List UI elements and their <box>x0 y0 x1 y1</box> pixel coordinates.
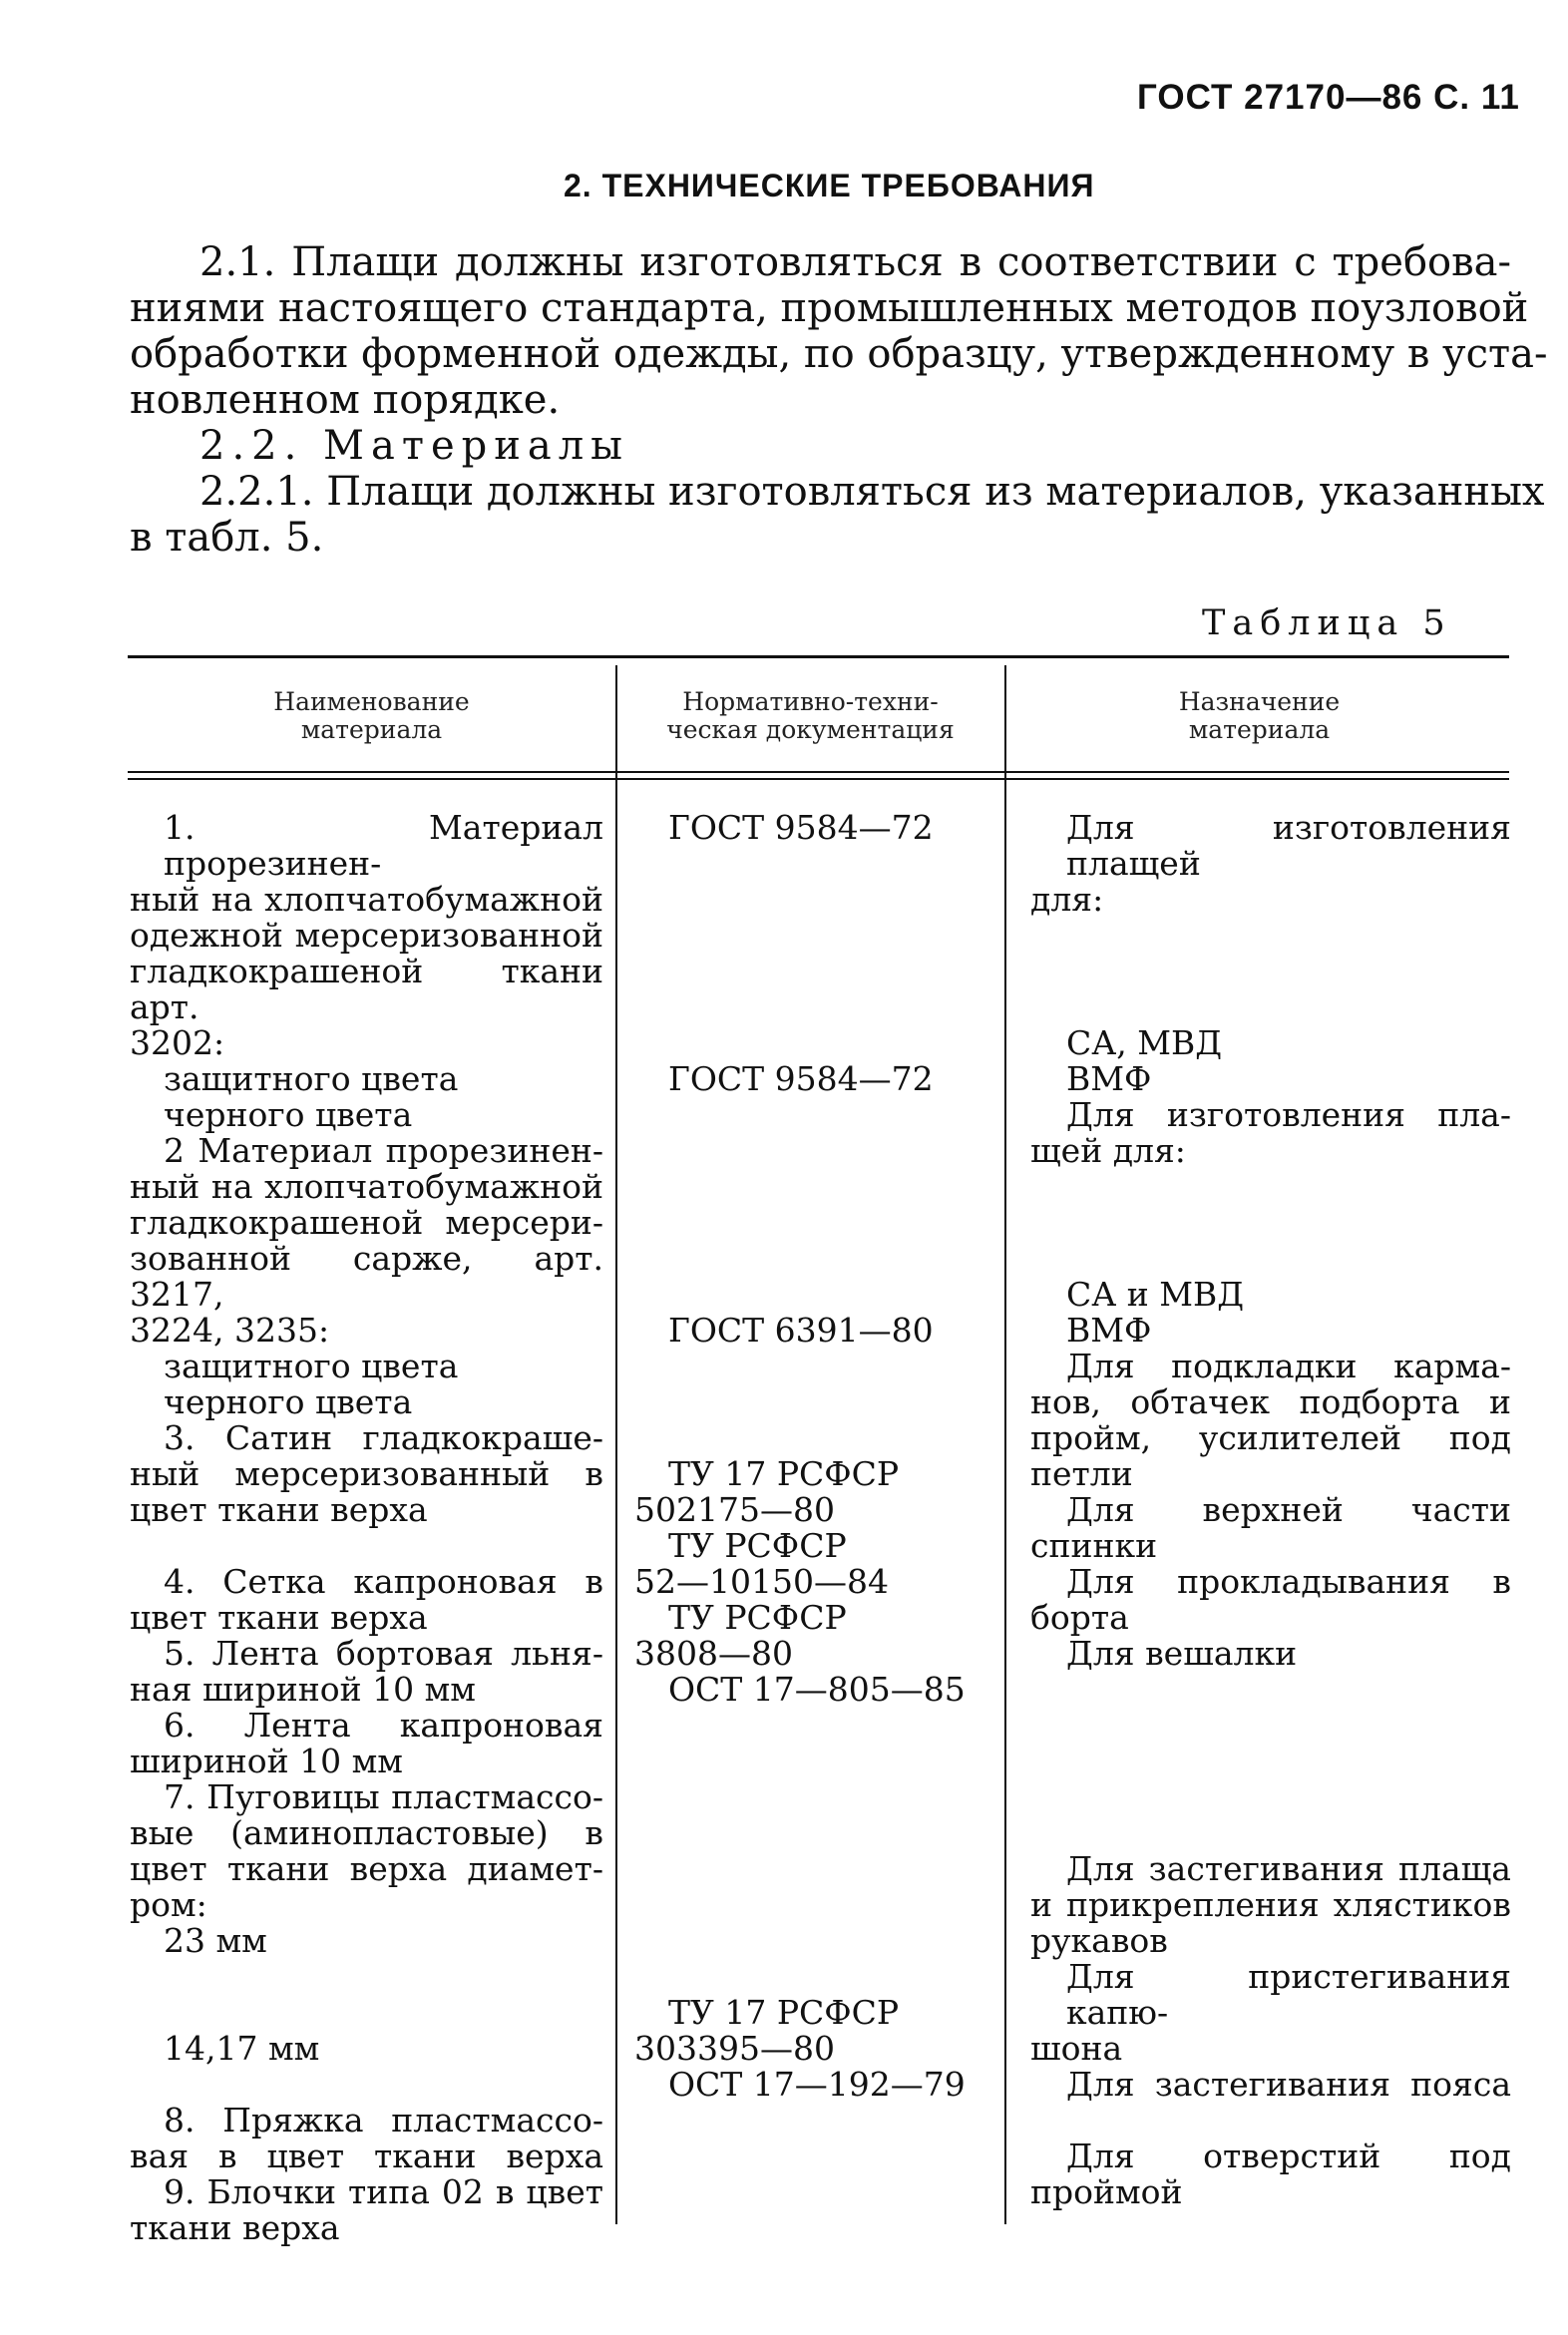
table-cell-line: черного цвета <box>164 1095 413 1134</box>
table-cell-line <box>634 1420 993 1456</box>
table-cell-line: Для пристегивания капю- <box>1066 1957 1511 2032</box>
table-cell-line: борта <box>1030 1598 1129 1637</box>
table-cell-line: 6. Лента капроновая <box>164 1706 603 1745</box>
table-cell-line <box>1030 1169 1511 1205</box>
table-cell-line <box>130 2067 603 2103</box>
table-column-normative-doc <box>634 810 993 2103</box>
table-cell-line: 14,17 мм <box>164 2029 320 2068</box>
section-title: 2. ТЕХНИЧЕСКИЕ ТРЕБОВАНИЯ <box>564 168 1095 203</box>
table-cell-line: шириной 10 мм <box>130 1742 403 1780</box>
table-cell-line <box>634 1133 993 1169</box>
table-cell-line: защитного цвета <box>164 1059 459 1098</box>
table-cell-line: ткани верха <box>130 2208 340 2247</box>
table-cell-line: щей для: <box>1030 1131 1186 1170</box>
table-cell-line: ВМФ <box>1066 1059 1152 1098</box>
table-cell-line: шона <box>1030 2029 1123 2068</box>
table-cell-line: СА, МВД <box>1066 1023 1223 1062</box>
table-header-rule <box>128 771 1509 773</box>
table-cell-line: 303395—80 <box>634 2029 835 2068</box>
table-cell-line: Для изготовления плащей <box>1066 808 1511 883</box>
table-cell-line <box>634 1708 993 1744</box>
table-cell-line <box>1030 989 1511 1025</box>
table-cell-line <box>634 1277 993 1313</box>
table-cell-line <box>1030 2103 1511 2139</box>
table-cell-line: Для отверстий под <box>1066 2137 1511 2175</box>
table-cell-line <box>634 954 993 989</box>
header-line: Наименование <box>273 687 470 716</box>
table-cell-line: гладкокрашеной ткани арт. <box>130 952 603 1026</box>
table-cell-line: спинки <box>1030 1526 1158 1565</box>
table-cell-line <box>1030 954 1511 989</box>
table-cell-line: вая в цвет ткани верха <box>130 2137 603 2175</box>
table-cell-line <box>634 1169 993 1205</box>
table-cell-line: ТУ 17 РСФСР <box>668 1993 900 2032</box>
paragraph-line: в табл. 5. <box>130 515 324 561</box>
table-cell-line <box>634 1851 993 1887</box>
paragraph-2-1 <box>130 239 1548 423</box>
table-cell-line <box>634 882 993 918</box>
table-cell-line <box>130 1528 603 1564</box>
header-line: ческая документация <box>666 715 955 744</box>
table-cell-line: ный мерсеризованный в <box>130 1454 603 1493</box>
table-cell-line: зованной сарже, арт. 3217, <box>130 1239 603 1314</box>
table-cell-line: ОСТ 17—192—79 <box>668 2065 966 2104</box>
table-cell-line: защитного цвета <box>164 1347 459 1385</box>
table-cell-line: и прикрепления хлястиков <box>1030 1885 1511 1924</box>
table-cell-line: 52—10150—84 <box>634 1562 889 1601</box>
header-line: Назначение <box>1178 687 1341 716</box>
table-cell-line: ГОСТ 9584—72 <box>668 1059 934 1098</box>
table-cell-line <box>1030 918 1511 954</box>
table-cell-line: 3808—80 <box>634 1634 793 1673</box>
table-cell-line: Для подкладки карма- <box>1066 1347 1511 1385</box>
table-header-purpose <box>1007 688 1511 744</box>
table-column-divider <box>1004 665 1006 2224</box>
table-cell-line <box>130 1959 603 1995</box>
table-cell-line: нов, обтачек подборта и <box>1030 1382 1511 1421</box>
table-cell-line: 4. Сетка капроновая в <box>164 1562 603 1601</box>
table-cell-line: проймой <box>1030 2172 1183 2211</box>
table-cell-line: ТУ РСФСР <box>668 1526 847 1565</box>
table-cell-line <box>634 846 993 882</box>
table-cell-line: 5. Лента бортовая льня- <box>164 1634 603 1673</box>
table-cell-line: для: <box>1030 880 1104 919</box>
table-cell-line: 1. Материал прорезинен- <box>164 808 603 883</box>
table-cell-line <box>1030 1708 1511 1744</box>
page-header: ГОСТ 27170—86 С. 11 <box>1137 78 1520 117</box>
table-cell-line: петли <box>1030 1454 1133 1493</box>
table-cell-line <box>130 1995 603 2031</box>
table-cell-line: Для застегивания пояса <box>1066 2065 1511 2104</box>
table-cell-line: ТУ РСФСР <box>668 1598 847 1637</box>
subsection-heading: 2.2. Материалы <box>199 423 630 469</box>
table-cell-line: одежной мерсеризованной <box>130 916 603 955</box>
paragraph-2-2 <box>130 423 1511 469</box>
table-cell-line <box>1030 1744 1511 1779</box>
table-column-material <box>130 810 603 2246</box>
table-cell-line: 23 мм <box>164 1921 267 1960</box>
table-cell-line: ром: <box>130 1885 207 1924</box>
table-cell-line <box>1030 1672 1511 1708</box>
table-cell-line: 8. Пряжка пластмассо- <box>164 2101 603 2140</box>
paragraph-line: обработки форменной одежды, по образцу, утвержденному в уста- <box>130 331 1548 377</box>
table-cell-line <box>634 918 993 954</box>
table-cell-line: 9. Блочки типа 02 в цвет <box>164 2172 603 2211</box>
table-cell-line: СА и МВД <box>1066 1275 1245 1314</box>
table-cell-line: Для застегивания плаща <box>1066 1849 1511 1888</box>
table-cell-line <box>634 1241 993 1277</box>
header-line: материала <box>1188 715 1331 744</box>
table-cell-line: рукавов <box>1030 1921 1168 1960</box>
table-cell-line: Для верхней части <box>1066 1490 1511 1529</box>
table-cell-line: цвет ткани верха <box>130 1490 428 1529</box>
table-cell-line: 502175—80 <box>634 1490 835 1529</box>
table-top-rule <box>128 655 1509 658</box>
paragraph-line: ниями настоящего стандарта, промышленных методов поузловой <box>130 285 1529 331</box>
table-cell-line: ный на хлопчатобумажной <box>130 1167 603 1206</box>
paragraph-line: 2.1. Плащи должны изготовляться в соответствии с требова- <box>199 239 1511 285</box>
table-cell-line: 3224, 3235: <box>130 1311 330 1350</box>
table-cell-line: цвет ткани верха диамет- <box>130 1849 603 1888</box>
table-cell-line <box>1030 1205 1511 1241</box>
table-cell-line <box>1030 1815 1511 1851</box>
table-cell-line: 2 Материал прорезинен- <box>164 1131 603 1170</box>
paragraph-line: 2.2.1. Плащи должны изготовляться из материалов, указанных <box>199 469 1545 515</box>
table-cell-line: ГОСТ 9584—72 <box>668 808 934 847</box>
table-cell-line <box>1030 1241 1511 1277</box>
table-cell-line: 3202: <box>130 1023 225 1062</box>
table-cell-line <box>634 1349 993 1384</box>
table-cell-line: ная шириной 10 мм <box>130 1670 476 1709</box>
table-cell-line: вые (аминопластовые) в <box>130 1813 603 1852</box>
table-cell-line <box>1030 1779 1511 1815</box>
table-cell-line <box>634 1887 993 1923</box>
table-cell-line <box>634 989 993 1025</box>
header-line: материала <box>300 715 443 744</box>
table-cell-line: 3. Сатин гладкокраше- <box>164 1418 603 1457</box>
table-cell-line <box>634 1205 993 1241</box>
table-caption: Таблица 5 <box>1202 603 1452 643</box>
table-cell-line: ный на хлопчатобумажной <box>130 880 603 919</box>
header-line: Нормативно-техни- <box>682 687 939 716</box>
table-cell-line: ОСТ 17—805—85 <box>668 1670 966 1709</box>
table-column-divider <box>615 665 617 2224</box>
table-cell-line: гладкокрашеной мерсери- <box>130 1203 603 1242</box>
table-cell-line <box>634 1779 993 1815</box>
table-cell-line <box>634 1744 993 1779</box>
table-cell-line: Для прокладывания в <box>1066 1562 1511 1601</box>
table-cell-line: Для вешалки <box>1066 1634 1298 1673</box>
table-cell-line: ГОСТ 6391—80 <box>668 1311 934 1350</box>
table-header-material <box>130 688 613 744</box>
table-column-purpose <box>1030 810 1511 2210</box>
table-cell-line <box>634 1923 993 1959</box>
table-header-normative-doc <box>618 688 1002 744</box>
table-cell-line: пройм, усилителей под <box>1030 1418 1511 1457</box>
table-cell-line: черного цвета <box>164 1382 413 1421</box>
table-cell-line: 7. Пуговицы пластмассо- <box>164 1777 603 1816</box>
table-cell-line: ВМФ <box>1066 1311 1152 1350</box>
paragraph-line: новленном порядке. <box>130 377 561 423</box>
table-cell-line: цвет ткани верха <box>130 1598 428 1637</box>
paragraph-2-2-1 <box>130 469 1545 561</box>
table-cell-line: ТУ 17 РСФСР <box>668 1454 900 1493</box>
table-cell-line <box>634 1384 993 1420</box>
table-cell-line <box>634 1959 993 1995</box>
table-cell-line <box>634 1097 993 1133</box>
table-cell-line <box>634 1025 993 1061</box>
table-cell-line <box>634 1815 993 1851</box>
table-header-rule <box>128 778 1509 780</box>
table-cell-line: Для изготовления пла- <box>1066 1095 1511 1134</box>
